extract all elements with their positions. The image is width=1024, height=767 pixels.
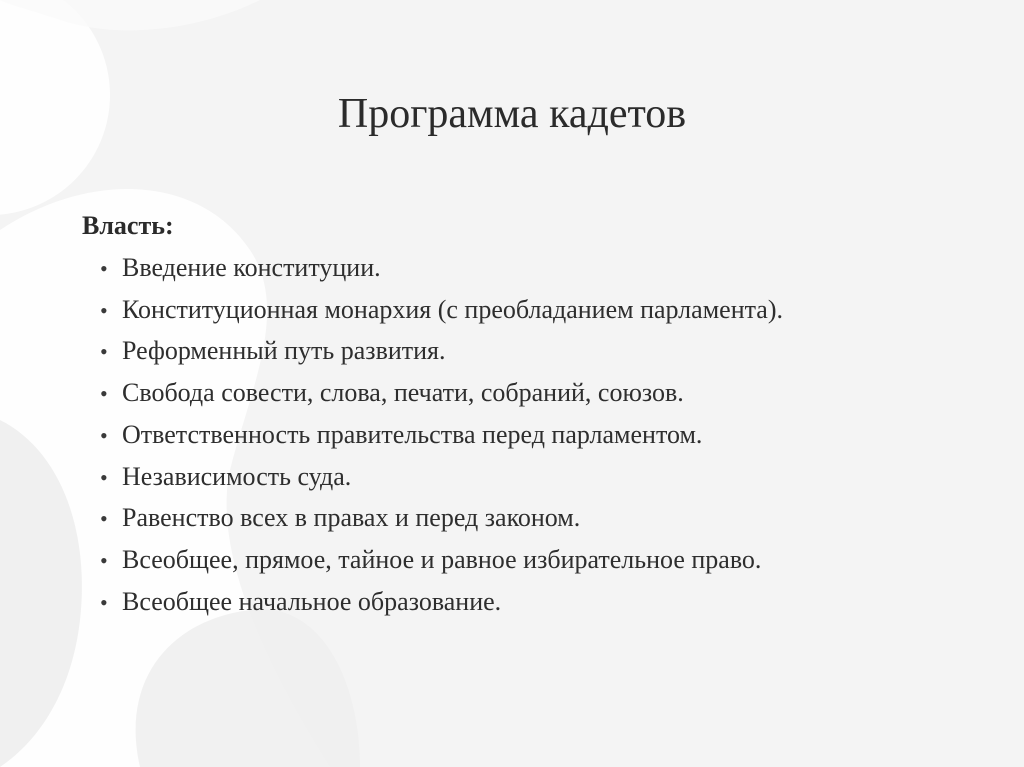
- section-heading: Власть:: [82, 211, 174, 240]
- list-item-text: Ответственность правительства перед парламентом.: [122, 419, 703, 449]
- bullet-icon: •: [100, 339, 108, 365]
- bullet-list: [82, 248, 982, 623]
- list-item: [100, 498, 982, 540]
- list-item: [100, 331, 982, 373]
- list-item-text: Реформенный путь развития.: [122, 336, 446, 366]
- list-item-text: Свобода совести, слова, печати, собраний, союзов.: [122, 378, 684, 408]
- list-item-text: Независимость суда.: [122, 461, 352, 491]
- list-item: [100, 373, 982, 415]
- list-item: [100, 248, 982, 290]
- bullet-icon: •: [100, 422, 108, 448]
- list-item: [100, 540, 982, 582]
- list-item-text: Всеобщее начальное образование.: [122, 586, 502, 616]
- list-item: [100, 457, 982, 499]
- slide-title: Программа кадетов: [337, 91, 687, 137]
- bullet-icon: •: [100, 589, 108, 615]
- bullet-icon: •: [100, 381, 108, 407]
- list-item-text: Равенство всех в правах и перед законом.: [122, 503, 581, 533]
- bullet-icon: •: [100, 464, 108, 490]
- list-item: [100, 415, 982, 457]
- list-item-text: Конституционная монархия (с преобладанием парламента).: [122, 294, 783, 324]
- content-block: [82, 208, 982, 623]
- list-item: [100, 582, 982, 624]
- bullet-icon: •: [100, 506, 108, 532]
- bullet-icon: •: [100, 297, 108, 323]
- list-item-text: Введение конституции.: [122, 253, 381, 282]
- bullet-icon: •: [100, 256, 108, 281]
- list-item: [100, 290, 982, 332]
- bullet-icon: •: [100, 547, 108, 573]
- list-item-text: Всеобщее, прямое, тайное и равное избирательное право.: [122, 544, 762, 574]
